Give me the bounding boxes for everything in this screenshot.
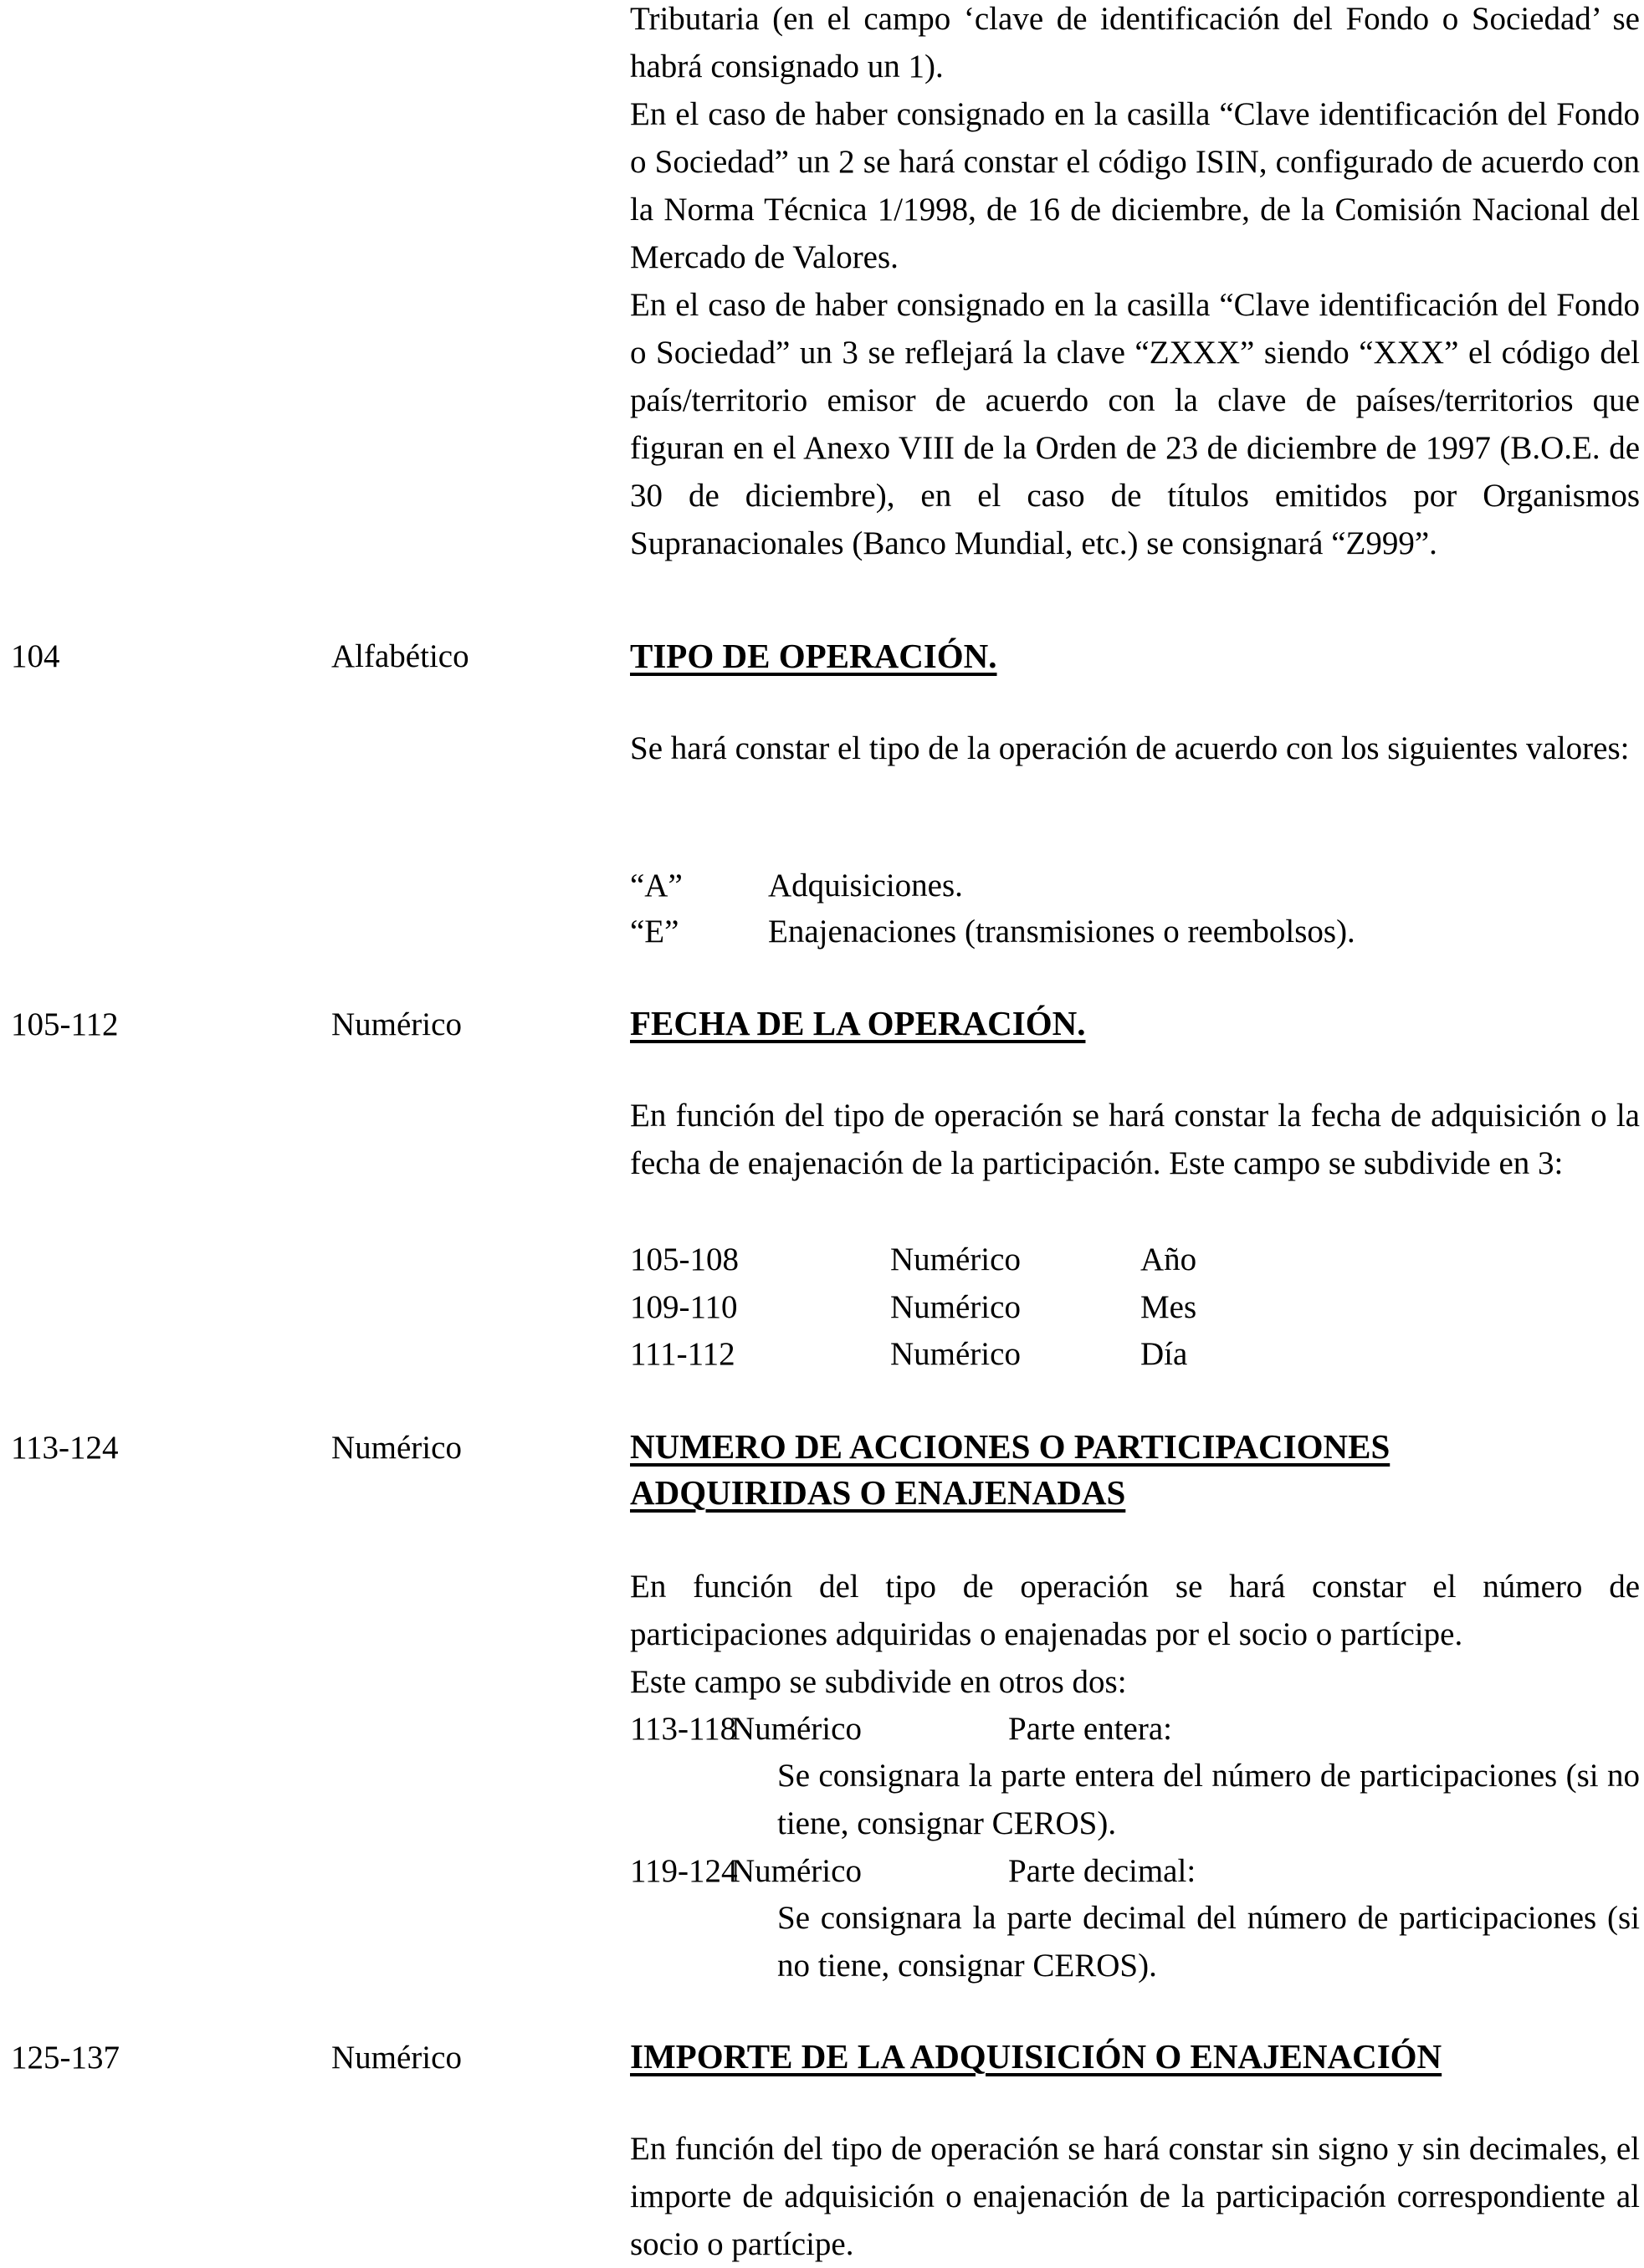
value-row [630,862,963,909]
section-heading: FECHA DE LA OPERACIÓN. [630,1004,1086,1042]
field-position: 105-112 [11,1006,119,1042]
field-position: 125-137 [11,2040,120,2076]
field-description: En función del tipo de operación se hará constar sin signo y sin decimales, el importe de adquisición o enajenación de la participación correspondiente al socio o partícipe. [630,2131,1640,2262]
subfield-name: Día [1140,1336,1188,1372]
intro-paragraph: En el caso de haber consignado en la casilla “Clave identificación del Fondo o Sociedad” un 2 se hará constar el código ISIN, configurado de acuerdo con la Norma Técnica 1/1998, de 16 de diciembre, de la Comisión Nacional del Mercado de Valores. [630,96,1640,275]
section-heading [630,1424,1640,1516]
section-heading-line: ADQUIRIDAS O ENAJENADAS [630,1473,1126,1512]
field-type: Numérico [331,1430,462,1466]
subfield-text: Se consignara la parte entera del número de participaciones (si no tiene, consignar CEROS). [777,1758,1640,1841]
value-label: Adquisiciones. [768,868,963,904]
intro-paragraph: Tributaria (en el campo ‘clave de identificación del Fondo o Sociedad’ se habrá consignado un 1). [630,1,1640,84]
field-type: Alfabético [331,638,469,674]
subfield-position: 105-108 [630,1242,739,1277]
subfield-position: 109-110 [630,1289,738,1325]
subfield-type: Numérico [890,1289,1021,1325]
description-line: En función del tipo de operación se hará constar el número de participaciones adquiridas o enajenadas por el socio o partícipe. [630,1569,1640,1652]
subfield-position: 119-124 [630,1853,738,1889]
field-position: 113-124 [11,1430,119,1466]
field-type: Numérico [331,1006,462,1042]
field-description: Se hará constar el tipo de la operación de acuerdo con los siguientes valores: [630,730,1630,766]
section-heading: IMPORTE DE LA ADQUISICIÓN O ENAJENACIÓN [630,2037,1442,2076]
subfield-type: Numérico [890,1336,1021,1372]
subfield-name: Parte entera: [1008,1711,1172,1747]
subfield-name: Año [1140,1242,1197,1277]
value-code: “A” [630,868,683,904]
subfield-name: Parte decimal: [1008,1853,1196,1889]
field-position: 104 [11,638,60,674]
subfield-type: Numérico [731,1853,862,1889]
value-code: “E” [630,914,679,950]
subfield-name: Mes [1140,1289,1197,1325]
value-label: Enajenaciones (transmisiones o reembolsos). [768,914,1355,950]
subfield-type: Numérico [731,1711,862,1747]
field-description: En función del tipo de operación se hará constar la fecha de adquisición o la fecha de enajenación de la participación. Este campo se subdivide en 3: [630,1098,1640,1181]
section-heading-line: NUMERO DE ACCIONES O PARTICIPACIONES [630,1427,1390,1466]
value-row [630,908,1355,955]
subfield-position: 113-118 [630,1711,737,1747]
field-type: Numérico [331,2040,462,2076]
subfield-type: Numérico [890,1242,1021,1277]
subfield-text: Se consignara la parte decimal del número de participaciones (si no tiene, consignar CEROS). [777,1900,1640,1984]
intro-text [630,0,1640,567]
field-description [630,1563,1640,1706]
subfield-position: 111-112 [630,1336,735,1372]
intro-paragraph: En el caso de haber consignado en la casilla “Clave identificación del Fondo o Sociedad” un 3 se reflejará la clave “ZXXX” siendo “XXX” el código del país/territorio emisor de acuerdo con la clave de países/territorios que figuran en el Anexo VIII de la Orden de 23 de diciembre de 1997 (B.O.E. de 30 de diciembre), en el caso de títulos emitidos por Organismos Supranacionales (Banco Mundial, etc.) se consignará “Z999”. [630,287,1640,561]
description-line: Este campo se subdivide en otros dos: [630,1664,1127,1700]
section-heading: TIPO DE OPERACIÓN. [630,637,997,675]
